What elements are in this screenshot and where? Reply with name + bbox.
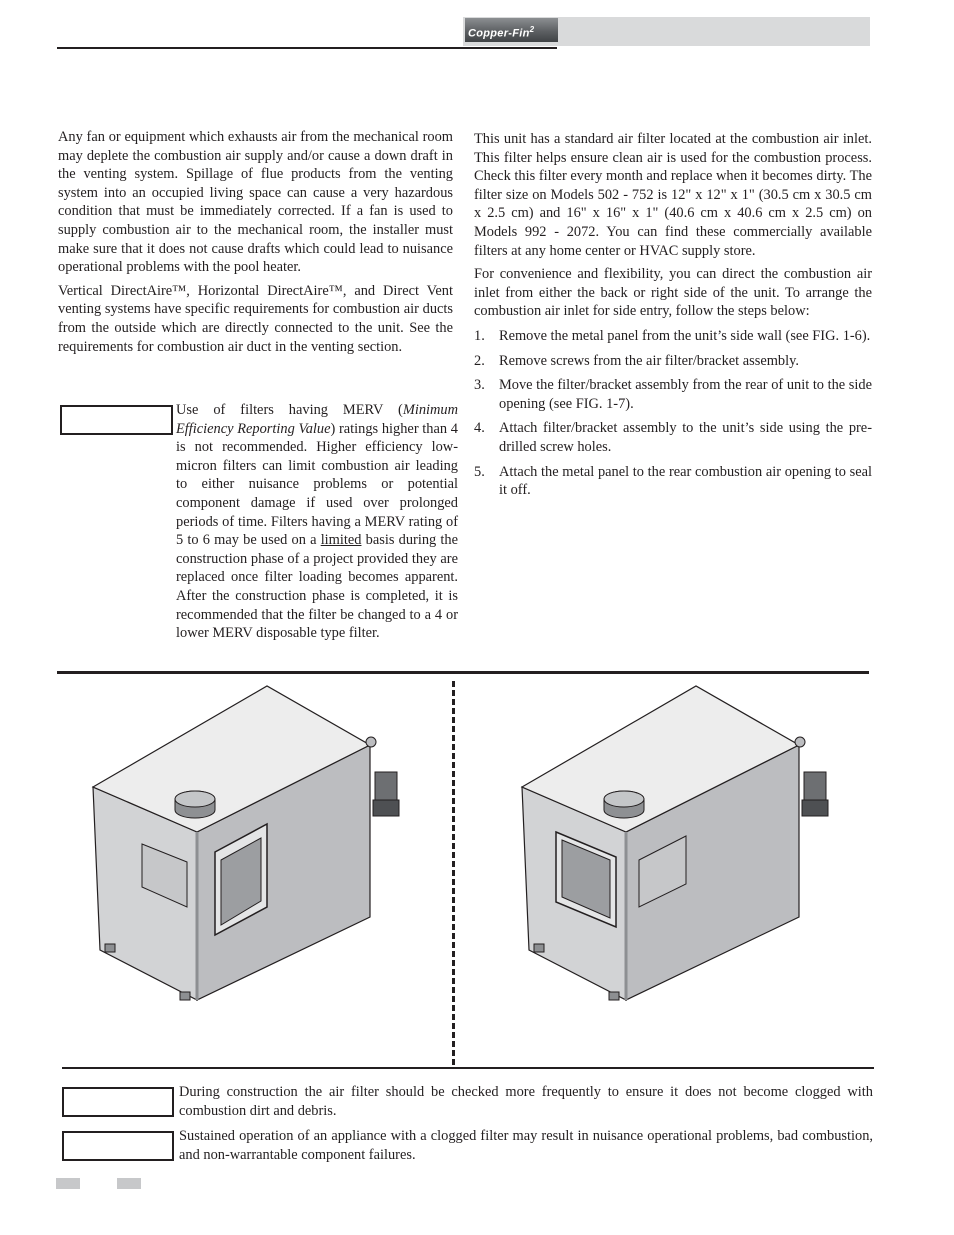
list-item: [474, 376, 872, 413]
step-number: 2.: [474, 352, 485, 369]
note-1-label-box: [62, 1087, 174, 1117]
merv-note-label-box: [60, 405, 173, 435]
list-item: [474, 419, 872, 456]
step-text: Attach filter/bracket assembly to the unit’s side using the pre-drilled screw holes.: [499, 420, 872, 455]
logo-text: Copper-Fin: [468, 27, 530, 40]
exhaust-fan-paragraph: Any fan or equipment which exhausts air from the mechanical room may deplete the combustion air supply and/or cause a down draft in the venting system. Spillage of flue products from the venting system into an occupied living space can cause a very hazardous condition that must be immediately corrected. If a fan is used to supply combustion air to the mechanical room, the installer must make sure that it does not cause drafts which could lead to nuisance operational problems with the pool heater.: [58, 129, 453, 276]
step-text: Attach the metal panel to the rear combustion air opening to seal it off.: [499, 463, 872, 499]
step-number: 5.: [474, 463, 485, 480]
step-number: 3.: [474, 377, 485, 394]
note-2-label-box: [62, 1131, 174, 1161]
step-number: 4.: [474, 420, 485, 437]
unit-illustration-rear-inlet: [85, 682, 430, 1012]
logo-superscript: 2: [529, 25, 535, 34]
merv-note-part-2: ) ratings higher than 4 is not recommended. Higher efficiency low-micron filters can limit combustion air leading to either nuisance problems or potential component damage if used over prolonged periods of time. Filters having a MERV rating of 5 to 6 may be used on a: [176, 420, 458, 549]
step-text: Remove screws from the air filter/bracket assembly.: [499, 352, 799, 369]
footer-page-tab: [56, 1178, 80, 1189]
clogged-filter-note: Sustained operation of an appliance with a clogged filter may result in nuisance operational problems, bad combustion, and non-warrantable component failures.: [179, 1128, 873, 1163]
footer-section-tab: [117, 1178, 141, 1189]
list-item: [474, 327, 872, 346]
step-text: Remove the metal panel from the unit’s side wall (see FIG. 1-6).: [499, 327, 871, 344]
product-logo: [465, 18, 558, 42]
figure-top-rule: [57, 671, 869, 674]
steps-list: [474, 327, 872, 500]
left-column: [58, 128, 453, 356]
header-rule: [57, 47, 557, 49]
unit-illustration-side-inlet: [514, 682, 859, 1012]
side-entry-paragraph: For convenience and flexibility, you can direct the combustion air inlet from either the back or right side of the unit. To arrange the combustion air inlet for side entry, follow the steps below:: [474, 266, 872, 320]
list-item: [474, 352, 872, 371]
figure-divider: [452, 681, 455, 1065]
merv-note: [176, 401, 458, 643]
step-text: Move the filter/bracket assembly from the rear of unit to the side opening (see FIG. 1-7).: [499, 377, 872, 412]
list-item: [474, 463, 872, 500]
merv-note-part-1: Use of filters having MERV (: [176, 402, 403, 418]
merv-note-italic: Minimum Efficiency Reporting Value: [176, 402, 458, 437]
merv-note-part-3: basis during the construction phase of a project provided they are replaced once filter loading becomes apparent. After the construction phase is completed, it is recommended that the filter be changed to a 4 or lower MERV disposable type filter.: [176, 532, 458, 642]
air-filter-paragraph: This unit has a standard air filter located at the combustion air inlet. This filter helps ensure clean air is used for the combustion process. Check this filter every month and replace when it becomes dirty. The filter size on Models 502 - 752 is 12" x 12" x 1" (30.5 cm x 30.5 cm x 2.5 cm) and 16" x 16" x 1" (40.6 cm x 40.6 cm x 2.5 cm) on Models 992 - 2072. You can find these commercially available filters at any home center or HVAC supply store.: [474, 131, 872, 259]
right-column: [474, 130, 872, 506]
directaire-paragraph: Vertical DirectAire™, Horizontal DirectAire™, and Direct Vent venting systems have specific requirements for combustion air ducts from the outside which are directly connected to the unit. See the requirements for combustion air duct in the venting section.: [58, 282, 453, 355]
figure-bottom-rule: [62, 1067, 874, 1069]
step-number: 1.: [474, 327, 485, 344]
merv-note-underlined: limited: [320, 532, 362, 549]
construction-note: During construction the air filter should be checked more frequently to ensure it does not become clogged with combustion dirt and debris.: [179, 1084, 873, 1119]
